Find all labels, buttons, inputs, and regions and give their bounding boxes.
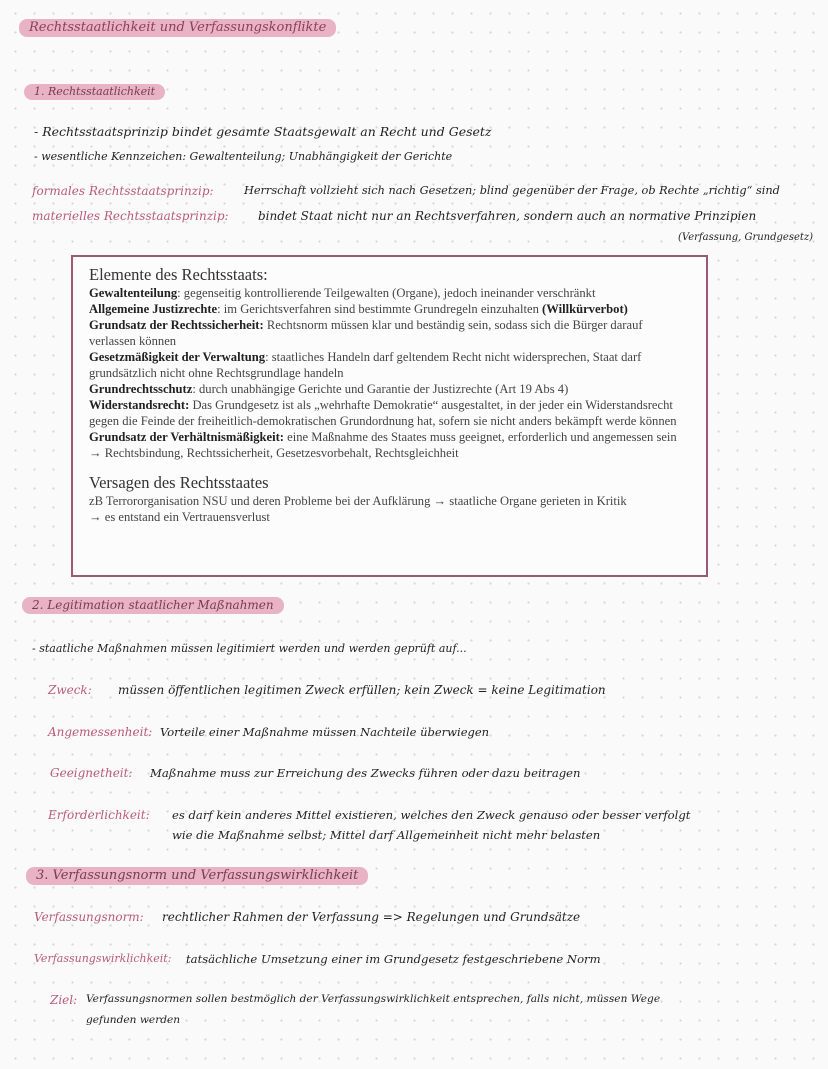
erforderlichkeit-label: Erforderlichkeit: bbox=[48, 808, 150, 822]
box-heading: Elemente des Rechtsstaats: bbox=[89, 265, 268, 284]
section-2-intro: - staatliche Maßnahmen müssen legitimiert werden und werden geprüft auf... bbox=[32, 642, 467, 655]
angemessenheit-text: Vorteile einer Maßnahme müssen Nachteile überwiegen bbox=[160, 725, 490, 739]
erforderlichkeit-text-2: wie die Maßnahme selbst; Mittel darf Allgemeinheit nicht mehr belasten bbox=[172, 828, 601, 842]
formal-label: formales Rechtsstaatsprinzip: bbox=[32, 184, 214, 198]
verfassungsnorm-label: Verfassungsnorm: bbox=[34, 910, 144, 924]
verfassungsnorm-text: rechtlicher Rahmen der Verfassung => Regelungen und Grundsätze bbox=[162, 910, 581, 924]
zweck-label: Zweck: bbox=[48, 683, 92, 697]
box-summary: → Rechtsbindung, Rechtssicherheit, Gesetzesvorbehalt, Rechtsgleichheit bbox=[89, 446, 459, 460]
section-3-heading: 3. Verfassungsnorm und Verfassungswirklichkeit bbox=[26, 868, 368, 883]
formal-text: Herrschaft vollzieht sich nach Gesetzen; blind gegenüber der Frage, ob Rechte „richtig“ sind bbox=[244, 184, 780, 197]
ziel-label: Ziel: bbox=[50, 993, 78, 1007]
material-text: bindet Staat nicht nur an Rechtsverfahren, sondern auch an normative Prinzipien bbox=[258, 209, 757, 223]
page-title: Rechtsstaatlichkeit und Verfassungskonflikte bbox=[19, 20, 336, 35]
verfassungswirklichkeit-text: tatsächliche Umsetzung einer im Grundgesetz festgeschriebene Norm bbox=[186, 952, 601, 966]
ziel-text-1: Verfassungsnormen sollen bestmöglich der Verfassungswirklichkeit entsprechen, falls nicht, müssen Wege bbox=[86, 993, 661, 1005]
item-verhaeltnismaessigkeit: Grundsatz der Verhältnismäßigkeit: eine Maßnahme des Staates muss geeignet, erforderlich und angemessen sein bbox=[89, 430, 677, 444]
ziel-text-2: gefunden werden bbox=[86, 1014, 181, 1026]
section-1-heading: 1. Rechtsstaatlichkeit bbox=[24, 84, 165, 98]
geeignetheit-label: Geeignetheit: bbox=[50, 766, 133, 780]
material-note: (Verfassung, Grundgesetz) bbox=[678, 232, 814, 243]
geeignetheit-text: Maßnahme muss zur Erreichung des Zwecks führen oder dazu beitragen bbox=[150, 766, 581, 780]
bullet-rechtsstaatsprinzip: - Rechtsstaatsprinzip bindet gesamte Staatsgewalt an Recht und Gesetz bbox=[34, 124, 492, 139]
section-2-heading: 2. Legitimation staatlicher Maßnahmen bbox=[22, 598, 284, 612]
failure-line-1: zB Terrororganisation NSU und deren Probleme bei der Aufklärung → staatliche Organe gerieten in Kritik bbox=[89, 494, 627, 508]
verfassungswirklichkeit-label: Verfassungswirklichkeit: bbox=[34, 952, 172, 965]
item-gewaltenteilung: Gewaltenteilung: gegenseitig kontrollierende Teilgewalten (Organe), jedoch ineinander verschränkt bbox=[89, 286, 596, 300]
item-gesetzmaessigkeit: Gesetzmäßigkeit der Verwaltung: staatliches Handeln darf geltendem Recht nicht widersprechen, Staat darf grundsätzlich nicht ohne Rechtsgrundlage handeln bbox=[89, 350, 642, 380]
box-heading-2: Versagen des Rechtsstaates bbox=[89, 473, 269, 492]
elements-box bbox=[71, 255, 708, 577]
angemessenheit-label: Angemessenheit: bbox=[48, 725, 153, 739]
item-justizrechte: Allgemeine Justizrechte: im Gerichtsverfahren sind bestimmte Grundregeln einzuhalten (Willkürverbot) bbox=[89, 302, 628, 316]
failure-line-2: → es entstand ein Vertrauensverlust bbox=[89, 510, 270, 524]
item-rechtssicherheit: Grundsatz der Rechtssicherheit: Rechtsnorm müssen klar und beständig sein, sodass sich die Bürger darauf verlassen können bbox=[89, 318, 643, 348]
erforderlichkeit-text-1: es darf kein anderes Mittel existieren, welches den Zweck genauso oder besser verfolgt bbox=[172, 808, 691, 822]
zweck-text: müssen öffentlichen legitimen Zweck erfüllen; kein Zweck = keine Legitimation bbox=[118, 683, 606, 697]
item-widerstandsrecht: Widerstandsrecht: Das Grundgesetz ist als „wehrhafte Demokratie“ ausgestaltet, in der jeder ein Widerstandsrecht gegen die Feinde der freiheitlich-demokratischen Grundordnung hat, sofern sie nicht anders bekämpft werde können bbox=[89, 398, 677, 428]
bullet-kennzeichen: - wesentliche Kennzeichen: Gewaltenteilung; Unabhängigkeit der Gerichte bbox=[34, 150, 453, 163]
item-grundrechtsschutz: Grundrechtsschutz: durch unabhängige Gerichte und Garantie der Justizrechte (Art 19 Abs 4) bbox=[89, 382, 569, 396]
material-label: materielles Rechtsstaatsprinzip: bbox=[32, 209, 229, 223]
